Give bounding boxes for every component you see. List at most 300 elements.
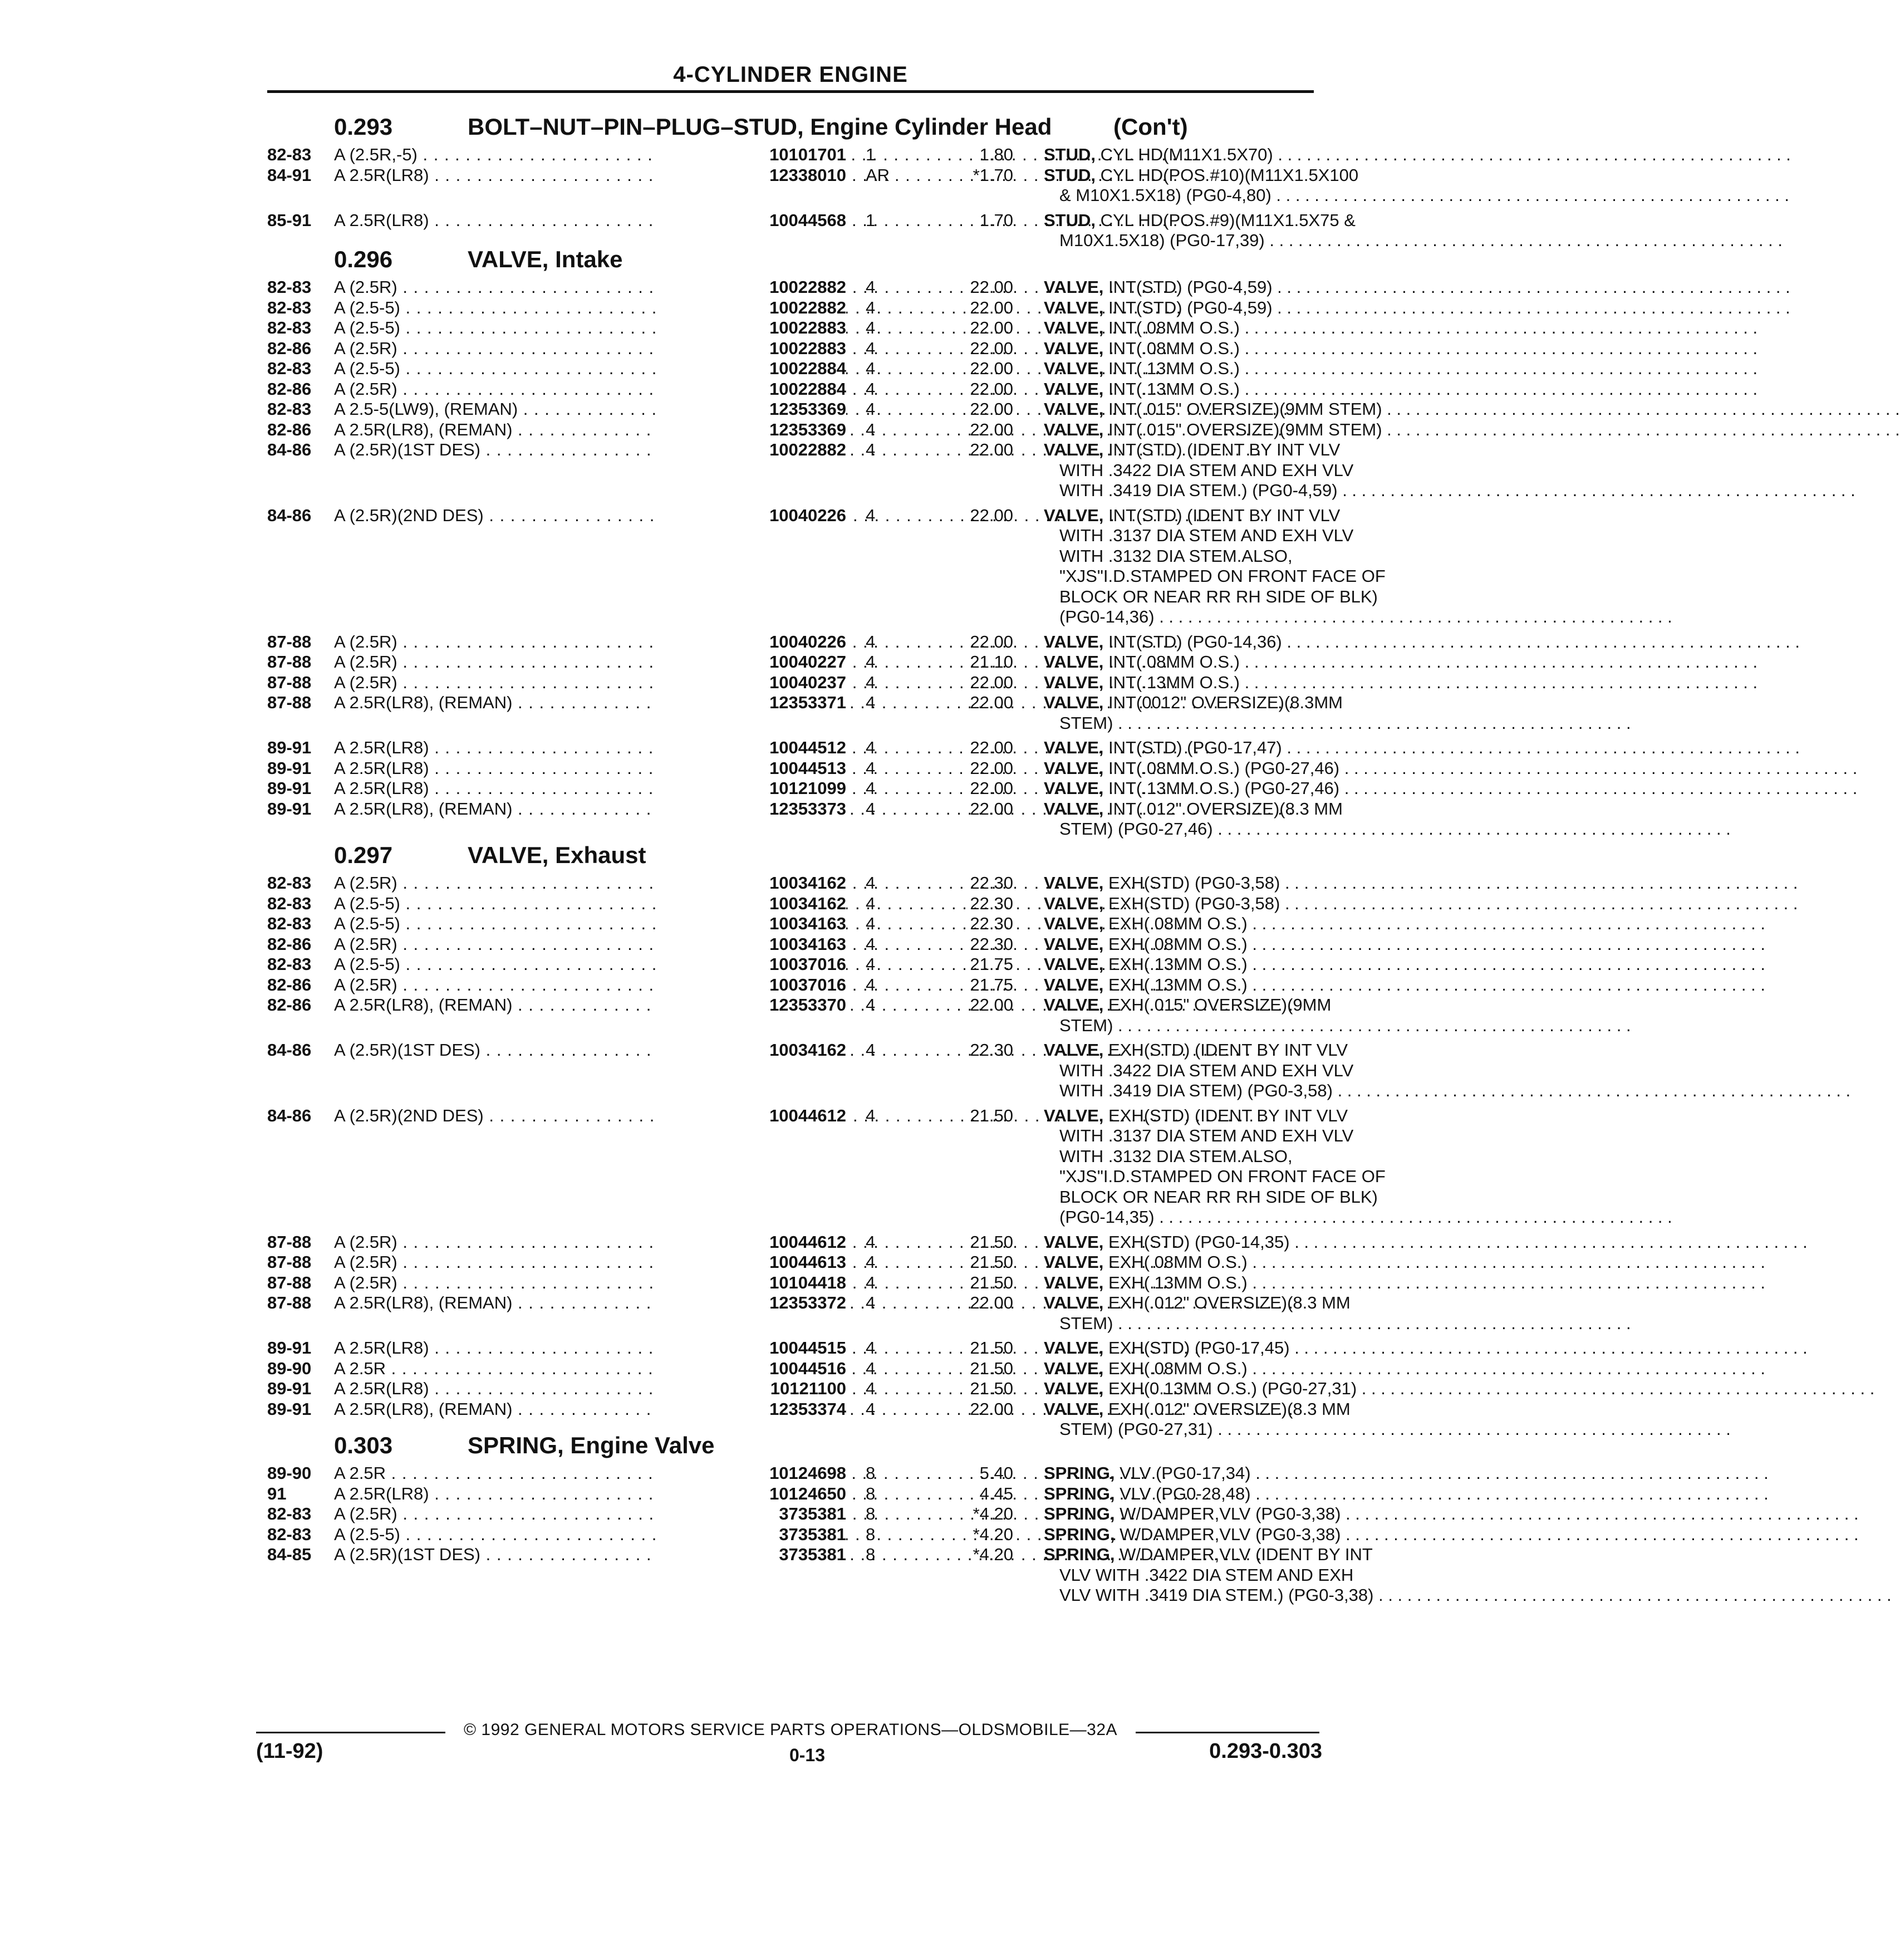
- price: 22.30: [970, 873, 1013, 893]
- price: 22.30: [970, 914, 1013, 933]
- description-line: BLOCK OR NEAR RR RH SIDE OF BLK): [1059, 1187, 1378, 1207]
- quantity: 4: [866, 758, 876, 778]
- price: 22.00: [970, 297, 1013, 317]
- model-years: 87-88: [267, 631, 312, 651]
- model-years: 84-86: [267, 1040, 312, 1060]
- table-row: [267, 359, 1314, 379]
- description-keyword: VALVE,: [1044, 1338, 1104, 1358]
- description-keyword: VALVE,: [1044, 778, 1104, 798]
- description-line: VALVE, EXH(.012" OVERSIZE)(8.3 MM: [1044, 1399, 1351, 1419]
- description: [1044, 1463, 1314, 1484]
- price: 22.00: [970, 693, 1013, 712]
- description-line: WITH .3422 DIA STEM AND EXH VLV: [1059, 1060, 1354, 1080]
- model-years: 84-86: [267, 505, 312, 525]
- description-line: VALVE, INT(STD) (IDENT BY INT VLV: [1044, 505, 1341, 525]
- price: 22.00: [970, 798, 1013, 819]
- table-row: [267, 1484, 1314, 1505]
- part-number: 10022883: [657, 339, 846, 359]
- table-row: [267, 873, 1314, 894]
- price: 21.50: [970, 1358, 1013, 1378]
- section-title: [267, 245, 1314, 277]
- footer-rule-left: [256, 1732, 445, 1733]
- price: 21.75: [970, 954, 1013, 974]
- description: [1044, 1232, 1314, 1253]
- quantity: AR: [866, 165, 890, 185]
- model-code: A (2.5R) . . .: [334, 673, 724, 693]
- description-line: & M10X1.5X18) (PG0-4,80) . . .: [1044, 185, 1314, 206]
- description-keyword: VALVE,: [1044, 693, 1104, 712]
- description-line: WITH .3132 DIA STEM.ALSO,: [1059, 546, 1293, 566]
- price: 21.75: [970, 974, 1013, 994]
- price: 22.00: [970, 419, 1013, 439]
- section-0-297: [267, 841, 1386, 1444]
- description: [1044, 798, 1343, 840]
- price: 22.00: [970, 338, 1013, 358]
- quantity: 8: [866, 1463, 876, 1483]
- description: [1044, 1293, 1351, 1334]
- table-row: [267, 1463, 1314, 1484]
- section-name: VALVE, Exhaust: [468, 842, 646, 868]
- quantity: 4: [866, 419, 876, 439]
- description-line: VALVE, EXH(.08MM O.S.) . . .: [1044, 914, 1314, 934]
- quantity: 4: [866, 672, 876, 692]
- description-keyword: STUD,: [1044, 165, 1096, 185]
- description: [1044, 1338, 1314, 1359]
- model-code: A (2.5R) . . .: [334, 934, 724, 955]
- table-row: [267, 399, 1382, 420]
- model-years: 87-88: [267, 693, 312, 712]
- part-number: 10121099: [657, 778, 846, 799]
- description-line: "XJS"I.D.STAMPED ON FRONT FACE OF: [1059, 566, 1386, 586]
- section-0-303: [267, 1431, 1374, 1610]
- description-keyword: VALVE,: [1044, 419, 1104, 439]
- footer-rule-right: [1136, 1732, 1319, 1733]
- description-keyword: VALVE,: [1044, 893, 1104, 913]
- part-number: 10040226: [657, 632, 846, 653]
- table-row: [267, 914, 1314, 934]
- part-number: 10121100: [657, 1379, 846, 1399]
- table-row: [267, 1252, 1314, 1273]
- price: 1.70: [979, 210, 1013, 230]
- description-keyword: VALVE,: [1044, 318, 1104, 337]
- quantity: 4: [866, 954, 876, 974]
- description-keyword: SPRING,: [1044, 1524, 1115, 1544]
- footer-page-number: 0-13: [789, 1745, 826, 1765]
- part-number: 10104418: [657, 1273, 846, 1293]
- quantity: 4: [866, 1105, 876, 1125]
- description-keyword: STUD,: [1044, 210, 1096, 230]
- model-code: A 2.5R(LR8) . . .: [334, 778, 724, 799]
- description-line: WITH .3137 DIA STEM AND EXH VLV: [1059, 1126, 1354, 1145]
- quantity: 4: [866, 1399, 876, 1419]
- quantity: 8: [866, 1504, 876, 1523]
- price: 22.00: [970, 277, 1013, 297]
- section-name: SPRING, Engine Valve: [468, 1432, 715, 1458]
- description-line: VALVE, INT(.08MM O.S.) . . .: [1044, 318, 1314, 339]
- part-number: 12353370: [657, 995, 846, 1016]
- description-line: VALVE, EXH(.08MM O.S.) . . .: [1044, 1359, 1314, 1379]
- quantity: 4: [866, 379, 876, 399]
- description-keyword: VALVE,: [1044, 934, 1104, 954]
- model-code: A 2.5R(LR8) . . .: [334, 758, 724, 779]
- description-line: STEM) . . .: [1044, 1314, 1314, 1334]
- price: 22.30: [970, 934, 1013, 954]
- price: 21.50: [970, 1338, 1013, 1358]
- model-code: A (2.5R)(2ND DES) . . .: [334, 506, 724, 526]
- description-keyword: VALVE,: [1044, 1040, 1104, 1060]
- description-keyword: VALVE,: [1044, 505, 1104, 525]
- model-years: 82-83: [267, 914, 312, 933]
- description: [1044, 652, 1314, 673]
- part-number: 10044513: [657, 758, 846, 779]
- model-years: 84-86: [267, 1105, 312, 1125]
- description-line: VALVE, INT(STD) (IDENT BY INT VLV: [1044, 440, 1341, 459]
- description: [1044, 1504, 1341, 1525]
- description: [1044, 1252, 1314, 1273]
- description: [1044, 1359, 1314, 1379]
- model-years: 89-91: [267, 758, 312, 778]
- description: [1044, 1545, 1374, 1606]
- description-keyword: VALVE,: [1044, 338, 1104, 358]
- description: [1044, 914, 1314, 934]
- description-line: VALVE, INT(.015" OVERSIZE)(9MM STEM) . . .: [1044, 399, 1314, 420]
- table-row: [267, 778, 1340, 799]
- model-years: 87-88: [267, 1232, 312, 1252]
- description: [1044, 440, 1354, 501]
- description: [1044, 1040, 1354, 1101]
- description-line: VLV WITH .3419 DIA STEM.) (PG0-3,38) . . .: [1044, 1585, 1314, 1606]
- description-line: SPRING, VLV (PG0-28,48) . . .: [1044, 1484, 1314, 1505]
- description: [1044, 632, 1314, 653]
- section-continued: (Con't): [1113, 114, 1188, 140]
- description: [1044, 165, 1359, 206]
- part-number: 10034163: [657, 914, 846, 934]
- description-keyword: VALVE,: [1044, 954, 1104, 974]
- description-line: VALVE, EXH(STD) (PG0-3,58) . . .: [1044, 894, 1314, 914]
- description-line: WITH .3137 DIA STEM AND EXH VLV: [1059, 526, 1354, 545]
- description-line: STUD, CYL HD(POS #9)(M11X1.5X75 &: [1044, 210, 1356, 230]
- description-keyword: SPRING,: [1044, 1463, 1115, 1483]
- description-line: VALVE, INT(.08MM O.S.) . . .: [1044, 339, 1314, 359]
- table-row: [267, 1359, 1314, 1379]
- description-line: STUD, CYL HD(POS #10)(M11X1.5X100: [1044, 165, 1359, 185]
- model-years: 82-83: [267, 893, 312, 913]
- model-years: 89-91: [267, 1338, 312, 1358]
- table-row: [267, 145, 1314, 165]
- table-row: [267, 318, 1314, 339]
- quantity: 4: [866, 652, 876, 672]
- part-number: 12353374: [657, 1399, 846, 1420]
- model-years: 82-86: [267, 974, 312, 994]
- quantity: 4: [866, 505, 876, 525]
- description: [1044, 339, 1314, 359]
- description: [1044, 673, 1314, 693]
- model-code: A (2.5R) . . .: [334, 379, 724, 400]
- description: [1044, 954, 1314, 975]
- table-row: [267, 1379, 1357, 1399]
- description: [1044, 934, 1314, 955]
- model-years: 82-83: [267, 145, 312, 164]
- description: [1044, 1484, 1314, 1505]
- part-number: 10034162: [657, 1040, 846, 1061]
- model-code: A 2.5R(LR8), (REMAN) . . .: [334, 1399, 724, 1420]
- model-code: A (2.5R) . . .: [334, 277, 724, 298]
- model-years: 84-85: [267, 1545, 312, 1564]
- description: [1044, 359, 1314, 379]
- description: [1044, 693, 1343, 733]
- price: 22.00: [970, 1293, 1013, 1312]
- price: 22.00: [970, 379, 1013, 399]
- description: [1044, 894, 1314, 914]
- description-keyword: VALVE,: [1044, 1293, 1104, 1312]
- model-years: 82-83: [267, 873, 312, 893]
- model-code: A (2.5R)(1ST DES) . . .: [334, 440, 724, 460]
- description-keyword: VALVE,: [1044, 652, 1104, 672]
- price: 22.00: [970, 631, 1013, 651]
- table-row: [267, 277, 1314, 298]
- section-title: [267, 841, 1314, 873]
- description-keyword: VALVE,: [1044, 798, 1104, 819]
- price: 21.50: [970, 1232, 1013, 1252]
- part-number: 10022884: [657, 379, 846, 400]
- model-years: 82-83: [267, 1524, 312, 1544]
- model-code: A 2.5R(LR8) . . .: [334, 1484, 724, 1505]
- quantity: 4: [866, 1232, 876, 1252]
- model-code: A (2.5-5) . . .: [334, 894, 724, 914]
- quantity: 4: [866, 1358, 876, 1378]
- section-number: 0.303: [334, 1432, 393, 1458]
- part-number: 12353369: [657, 420, 846, 440]
- price: 22.30: [970, 893, 1013, 913]
- description-line: VALVE, EXH(.08MM O.S.) . . .: [1044, 1252, 1314, 1273]
- description-keyword: VALVE,: [1044, 758, 1104, 778]
- model-code: A 2.5R(LR8) . . .: [334, 165, 724, 186]
- quantity: 8: [866, 1524, 876, 1544]
- description-keyword: SPRING,: [1044, 1504, 1115, 1523]
- description-line: "XJS"I.D.STAMPED ON FRONT FACE OF: [1059, 1167, 1386, 1186]
- model-years: 82-83: [267, 954, 312, 974]
- description-line: VALVE, EXH(.08MM O.S.) . . .: [1044, 934, 1314, 955]
- quantity: 4: [866, 1040, 876, 1060]
- part-number: 12338010: [657, 165, 846, 186]
- description: [1044, 145, 1314, 165]
- model-code: A 2.5R . . .: [334, 1359, 724, 1379]
- description-line: WITH .3419 DIA STEM.) (PG0-4,59) . . .: [1044, 481, 1314, 501]
- price: 22.00: [970, 440, 1013, 459]
- description-keyword: VALVE,: [1044, 399, 1104, 419]
- quantity: 4: [866, 738, 876, 757]
- description-line: VALVE, EXH(STD) (PG0-17,45) . . .: [1044, 1338, 1314, 1359]
- quantity: 4: [866, 318, 876, 337]
- description: [1044, 298, 1314, 318]
- part-number: 10034163: [657, 934, 846, 955]
- part-number: 10044515: [657, 1338, 846, 1359]
- model-code: A 2.5R(LR8), (REMAN) . . .: [334, 799, 724, 820]
- model-code: A (2.5R) . . .: [334, 652, 724, 673]
- part-number: 10040227: [657, 652, 846, 673]
- footer-section-range: 0.293-0.303: [1209, 1739, 1322, 1763]
- part-number: 3735381: [657, 1545, 846, 1565]
- quantity: 4: [866, 934, 876, 954]
- part-number: 10034162: [657, 873, 846, 894]
- table-row: [267, 934, 1314, 955]
- description-line: VALVE, INT(STD) (PG0-4,59) . . .: [1044, 298, 1314, 318]
- part-number: 10044568: [657, 210, 846, 231]
- table-row: [267, 693, 1343, 738]
- description-keyword: VALVE,: [1044, 672, 1104, 692]
- description-keyword: SPRING,: [1044, 1483, 1115, 1503]
- price: 22.00: [970, 778, 1013, 798]
- section-title: [267, 1431, 1314, 1463]
- description-line: BLOCK OR NEAR RR RH SIDE OF BLK): [1059, 586, 1378, 606]
- quantity: 1: [866, 210, 876, 230]
- part-number: 12353371: [657, 693, 846, 713]
- table-row: [267, 1524, 1341, 1545]
- table-row: [267, 1293, 1351, 1338]
- price: 22.00: [970, 359, 1013, 378]
- footer-copyright: © 1992 GENERAL MOTORS SERVICE PARTS OPERATIONS—OLDSMOBILE—32A: [463, 1721, 1118, 1739]
- description: [1044, 399, 1382, 420]
- description-keyword: STUD,: [1044, 145, 1096, 164]
- model-code: A (2.5R) . . .: [334, 975, 724, 996]
- description: [1044, 758, 1340, 779]
- description-line: VALVE, INT(.012" OVERSIZE)(8.3 MM: [1044, 798, 1343, 819]
- model-code: A 2.5-5(LW9), (REMAN) . . .: [334, 399, 724, 420]
- quantity: 4: [866, 995, 876, 1015]
- description-keyword: VALVE,: [1044, 277, 1104, 297]
- part-number: 10040226: [657, 506, 846, 526]
- quantity: 4: [866, 338, 876, 358]
- part-number: 10044512: [657, 738, 846, 758]
- description-line: VALVE, EXH(.012" OVERSIZE)(8.3 MM: [1044, 1293, 1351, 1312]
- section-name: VALVE, Intake: [468, 246, 623, 272]
- model-years: 82-83: [267, 297, 312, 317]
- price: *1.70: [973, 165, 1013, 185]
- description-line: SPRING, VLV (PG0-17,34) . . .: [1044, 1463, 1314, 1484]
- model-code: A (2.5R)(2ND DES) . . .: [334, 1106, 724, 1126]
- quantity: 4: [866, 873, 876, 893]
- model-code: A (2.5R) . . .: [334, 1273, 724, 1293]
- model-code: A (2.5-5) . . .: [334, 1525, 724, 1545]
- model-code: A (2.5R)(1ST DES) . . .: [334, 1545, 724, 1565]
- table-row: [267, 1273, 1314, 1293]
- table-row: [267, 758, 1340, 779]
- description-line: VALVE, EXH(STD) (IDENT BY INT VLV: [1044, 1040, 1348, 1060]
- model-years: 82-83: [267, 399, 312, 419]
- model-years: 84-91: [267, 165, 312, 185]
- model-years: 89-91: [267, 738, 312, 757]
- section-name: BOLT–NUT–PIN–PLUG–STUD, Engine Cylinder Head: [468, 114, 1052, 140]
- description-keyword: SPRING,: [1044, 1545, 1115, 1564]
- quantity: 4: [866, 914, 876, 933]
- part-number: 10124698: [657, 1463, 846, 1484]
- description-line: VALVE, INT(.08MM O.S.) . . .: [1044, 652, 1314, 673]
- part-number: 10022882: [657, 440, 846, 460]
- table-row: [267, 738, 1314, 758]
- description: [1044, 419, 1382, 440]
- description: [1044, 1379, 1357, 1399]
- price: 22.00: [970, 318, 1013, 337]
- model-years: 82-83: [267, 318, 312, 337]
- part-number: 10022884: [657, 359, 846, 379]
- quantity: 4: [866, 798, 876, 819]
- table-row: [267, 1545, 1374, 1610]
- description-line: VALVE, EXH(.13MM O.S.) . . .: [1044, 954, 1314, 975]
- model-years: 87-88: [267, 672, 312, 692]
- quantity: 4: [866, 778, 876, 798]
- model-code: A (2.5R) . . .: [334, 873, 724, 894]
- price: *4.20: [973, 1524, 1013, 1544]
- price: 22.00: [970, 672, 1013, 692]
- description-line: STUD, CYL HD(M11X1.5X70) . . .: [1044, 145, 1314, 165]
- model-code: A (2.5-5) . . .: [334, 359, 724, 379]
- model-code: A 2.5R(LR8) . . .: [334, 738, 724, 758]
- description-line: VALVE, INT(STD) (PG0-4,59) . . .: [1044, 277, 1314, 298]
- description-line: STEM) (PG0-27,46) . . .: [1044, 819, 1314, 840]
- quantity: 4: [866, 693, 876, 712]
- model-years: 82-86: [267, 995, 312, 1015]
- description-keyword: VALVE,: [1044, 631, 1104, 651]
- description-line: M10X1.5X18) (PG0-17,39) . . .: [1044, 231, 1314, 251]
- description-line: VALVE, INT(.13MM O.S.) . . .: [1044, 673, 1314, 693]
- part-number: 12353373: [657, 799, 846, 820]
- description-keyword: VALVE,: [1044, 1358, 1104, 1378]
- price: 1.80: [979, 145, 1013, 164]
- quantity: 4: [866, 359, 876, 378]
- part-number: 10044516: [657, 1359, 846, 1379]
- model-code: A (2.5R) . . .: [334, 1504, 724, 1525]
- description-keyword: VALVE,: [1044, 1252, 1104, 1272]
- price: 21.10: [970, 652, 1013, 672]
- model-code: A 2.5R(LR8), (REMAN) . . .: [334, 995, 724, 1016]
- part-number: 10044612: [657, 1232, 846, 1253]
- model-years: 82-86: [267, 338, 312, 358]
- model-code: A 2.5R(LR8) . . .: [334, 210, 724, 231]
- part-number: 10022883: [657, 318, 846, 339]
- description: [1044, 1273, 1314, 1293]
- model-code: A (2.5R,-5) . . .: [334, 145, 724, 165]
- price: 22.00: [970, 1399, 1013, 1419]
- description-line: VALVE, EXH(STD) (PG0-14,35) . . .: [1044, 1232, 1314, 1253]
- model-years: 87-88: [267, 1293, 312, 1312]
- model-code: A 2.5R . . .: [334, 1463, 724, 1484]
- section-number: 0.297: [334, 842, 393, 868]
- description-line: WITH .3132 DIA STEM.ALSO,: [1059, 1146, 1293, 1166]
- part-number: 10022882: [657, 277, 846, 298]
- description: [1044, 318, 1314, 339]
- price: 21.50: [970, 1272, 1013, 1292]
- description-line: STEM) . . .: [1044, 1016, 1314, 1036]
- table-row: [267, 954, 1314, 975]
- quantity: 4: [866, 631, 876, 651]
- price: 22.00: [970, 758, 1013, 778]
- part-number: 10101701: [657, 145, 846, 165]
- model-code: A 2.5R(LR8), (REMAN) . . .: [334, 693, 724, 713]
- quantity: 8: [866, 1483, 876, 1503]
- description: [1044, 975, 1314, 996]
- model-years: 82-86: [267, 419, 312, 439]
- table-row: [267, 798, 1343, 844]
- price: 22.00: [970, 505, 1013, 525]
- table-row: [267, 1338, 1314, 1359]
- quantity: 4: [866, 1379, 876, 1398]
- description-line: VALVE, EXH(STD) (IDENT BY INT VLV: [1044, 1105, 1348, 1125]
- description-line: (PG0-14,36) . . .: [1044, 607, 1314, 628]
- model-code: A (2.5-5) . . .: [334, 914, 724, 934]
- part-number: 3735381: [657, 1525, 846, 1545]
- description: [1044, 379, 1314, 400]
- quantity: 4: [866, 1252, 876, 1272]
